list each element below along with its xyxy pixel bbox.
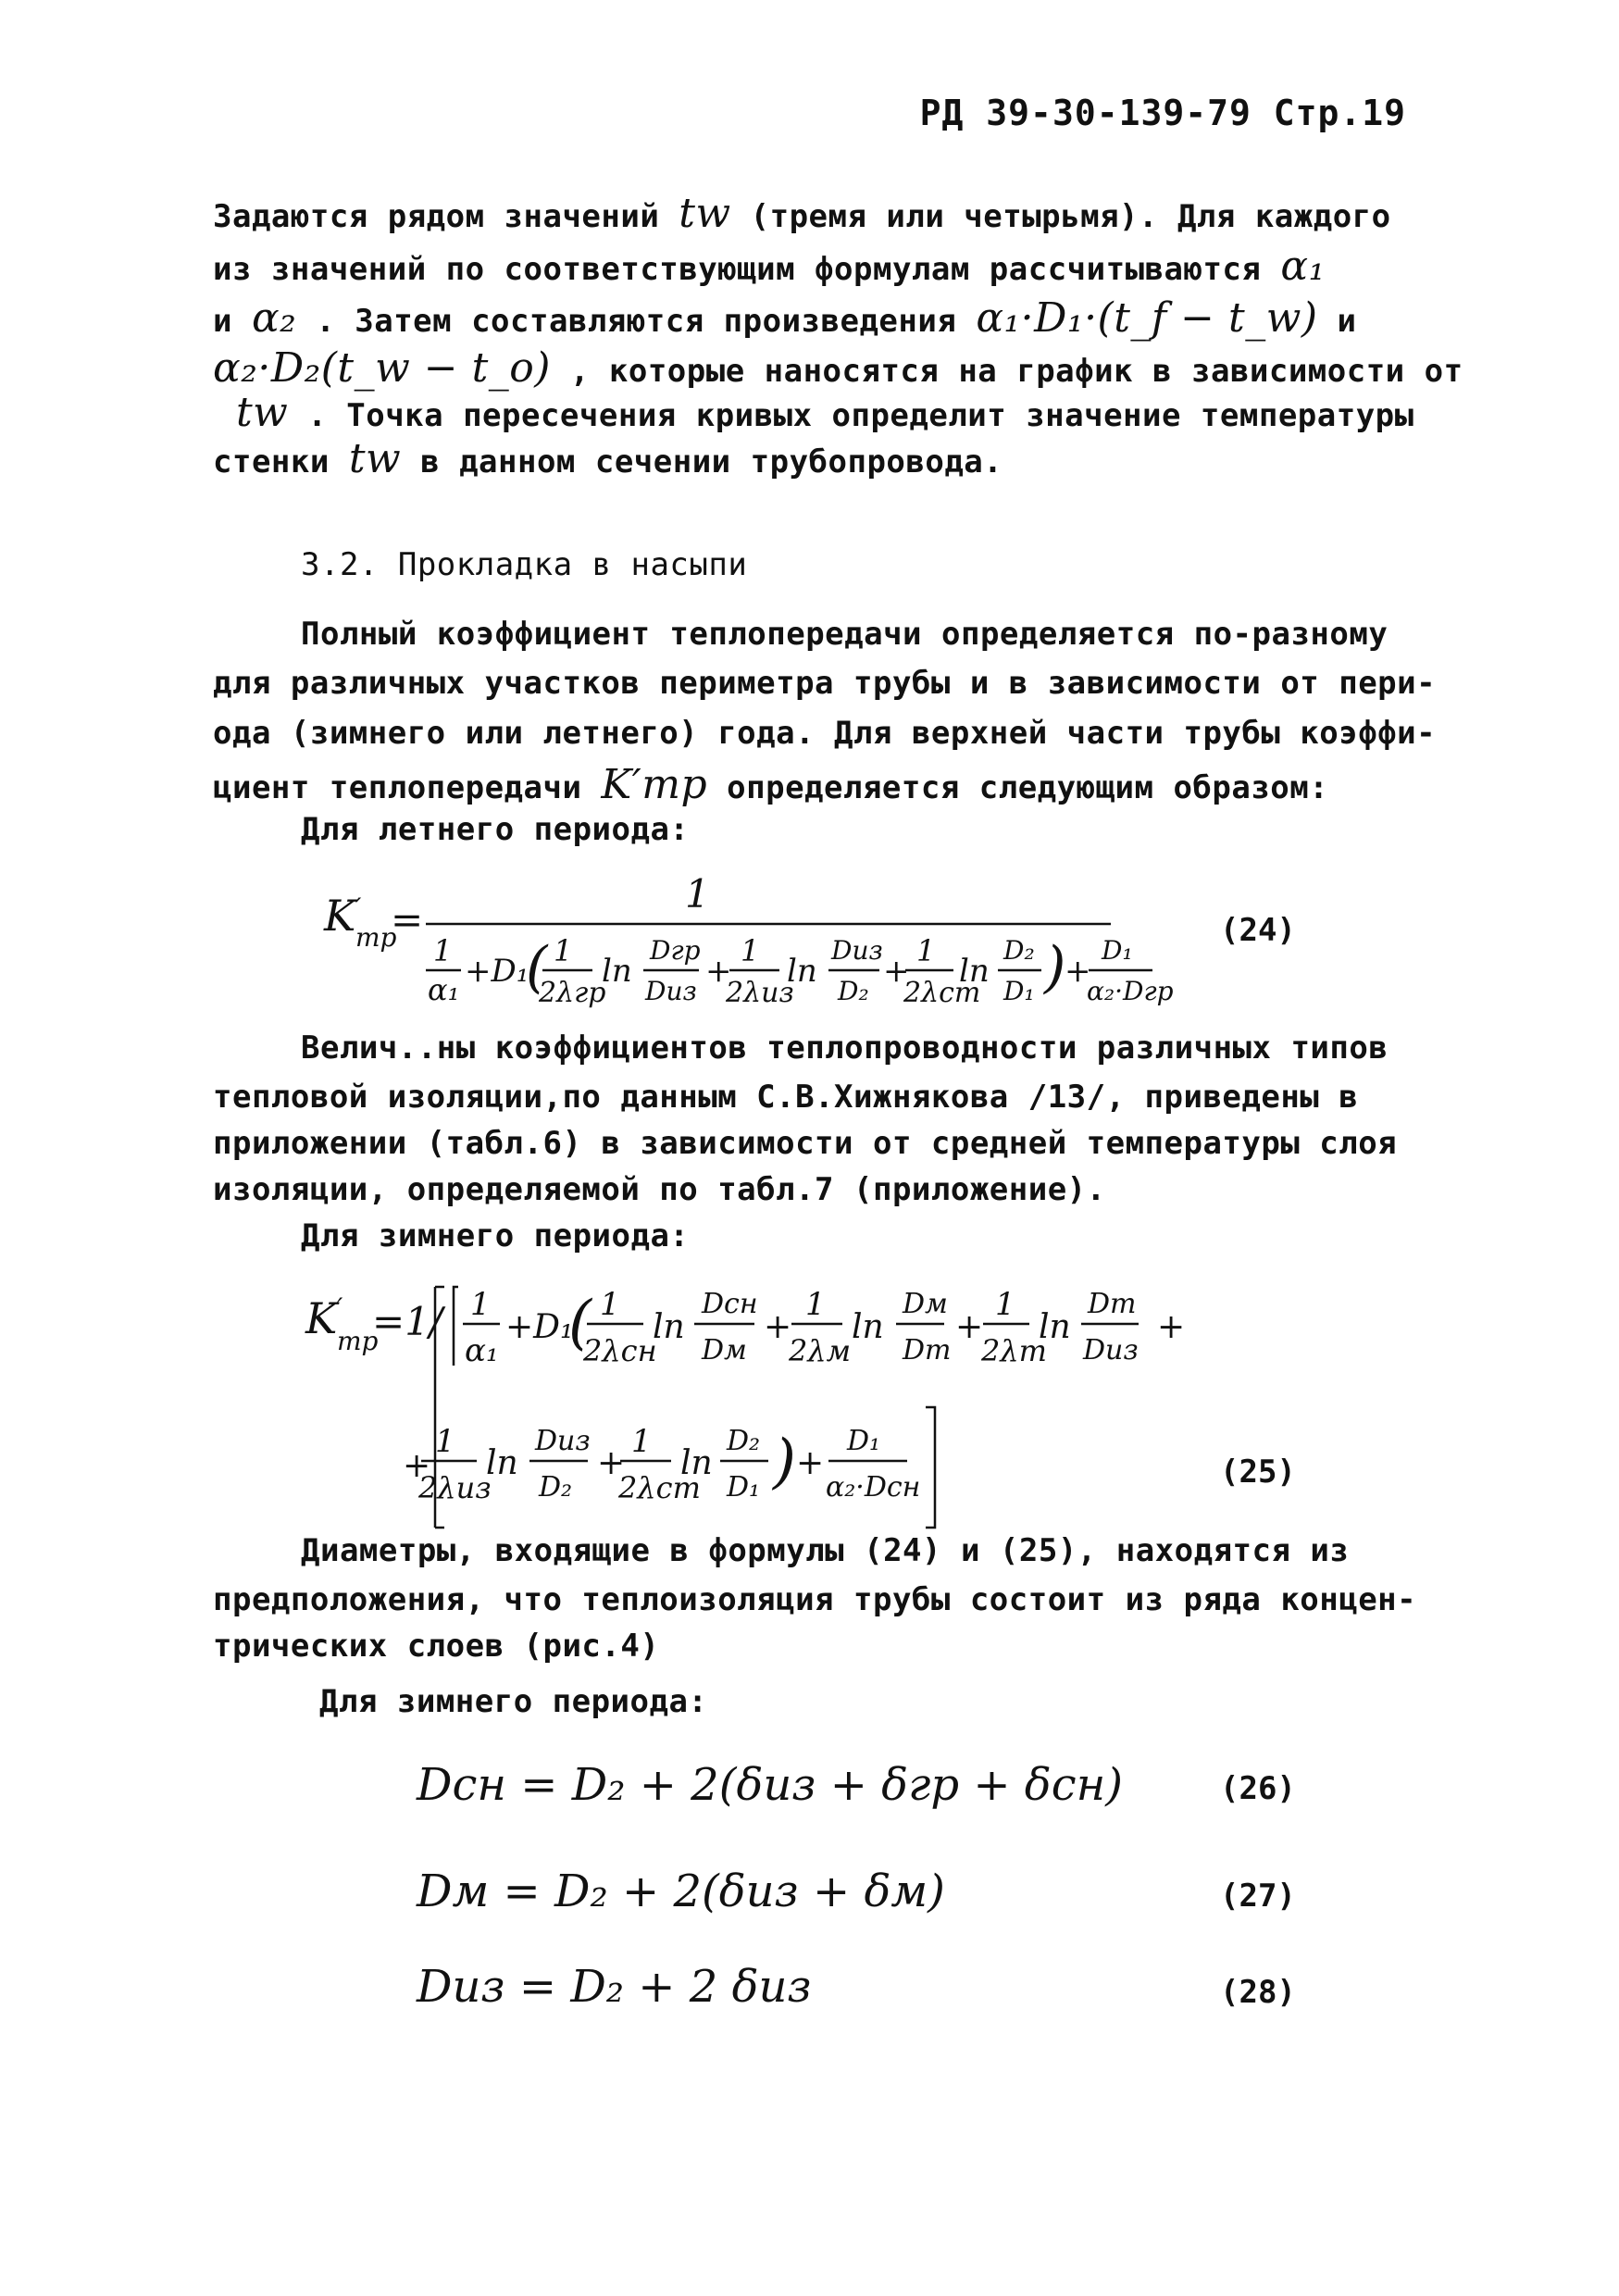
section-heading: 3.2. Прокладка в насыпи: [301, 546, 748, 583]
symbol-alpha1: α₁: [1280, 243, 1326, 290]
para2-line1: Полный коэффициент теплопередачи определяется по-разному: [301, 616, 1389, 653]
text: определяется следующим образом:: [727, 769, 1329, 806]
svg-text:2λт: 2λт: [981, 1333, 1047, 1368]
svg-text:1: 1: [995, 1286, 1015, 1323]
para1-line4: [213, 344, 1463, 392]
text: Задаются рядом значений: [213, 198, 660, 235]
para1-line1: [213, 190, 1391, 237]
svg-text:2λиз: 2λиз: [726, 977, 794, 1009]
svg-text:(: (: [568, 1289, 592, 1357]
para3-line3: приложении (табл.6) в зависимости от средней температуры слоя: [213, 1125, 1398, 1162]
svg-text:′: ′: [337, 1292, 343, 1323]
para2-line3: ода (зимнего или летнего) года. Для верхней части трубы коэффи-: [213, 715, 1437, 752]
svg-text:2λсн: 2λсн: [583, 1333, 657, 1368]
svg-text:Dиз: Dиз: [645, 976, 697, 1006]
svg-text:D₁: D₁: [727, 1471, 761, 1504]
svg-text:тр: тр: [337, 1326, 379, 1356]
svg-text:K: K: [324, 891, 356, 941]
svg-text:1: 1: [470, 1286, 491, 1323]
svg-text:1: 1: [631, 1423, 652, 1460]
text: стенки: [213, 443, 330, 480]
svg-text:D₁: D₁: [1102, 935, 1133, 966]
equation-25-number: (25): [1220, 1454, 1296, 1491]
para4-line4: Для зимнего периода:: [319, 1683, 708, 1720]
text: . Затем составляются произведения: [316, 303, 957, 340]
svg-text:ln: ln: [486, 1444, 518, 1482]
svg-text:D₂: D₂: [727, 1425, 761, 1457]
para1-line5: [236, 389, 1414, 436]
svg-text:=: =: [391, 897, 424, 942]
svg-text:тр: тр: [355, 922, 397, 953]
svg-text:ln: ln: [959, 953, 990, 990]
para4-line3: трических слоев (рис.4): [213, 1628, 660, 1665]
svg-text:ln: ln: [1039, 1308, 1071, 1346]
svg-text:1: 1: [916, 933, 936, 968]
para4-line1: Диаметры, входящие в формулы (24) и (25), находятся из: [301, 1532, 1350, 1569]
svg-text:′: ′: [355, 892, 362, 923]
para2-line2: для различных участков периметра трубы и в зависимости от пери-: [213, 665, 1437, 702]
svg-text:K: K: [305, 1293, 338, 1343]
equation-26: Dсн = D₂ + 2(δиз + δгр + δсн): [417, 1759, 1123, 1811]
para4-line2: предположения, что теплоизоляция трубы состоит из ряда концен-: [213, 1581, 1417, 1618]
text: (тремя или четырьмя). Для каждого: [750, 198, 1391, 235]
svg-text:α₂·Dгр: α₂·Dгр: [1087, 976, 1174, 1006]
svg-text:α₁: α₁: [428, 972, 460, 1007]
text: , которые наносятся на график в зависимости от: [569, 353, 1463, 390]
svg-text:D₂: D₂: [838, 976, 869, 1006]
svg-text:2λгр: 2λгр: [539, 977, 606, 1009]
equation-24: [324, 861, 1250, 1018]
equation-28: Dиз = D₂ + 2 δиз: [417, 1961, 812, 2013]
svg-text:ln: ln: [602, 953, 632, 990]
symbol-product2: α₂·D₂(t_w − t_o): [213, 344, 551, 392]
svg-text:): ): [773, 1428, 796, 1496]
svg-text:(: (: [526, 935, 548, 1000]
svg-text:Dм: Dм: [903, 1288, 948, 1320]
para1-line6: [213, 435, 1003, 482]
svg-text:ln: ln: [852, 1308, 884, 1346]
svg-text:1: 1: [433, 933, 453, 968]
para2-line5: Для летнего периода:: [301, 811, 690, 848]
symbol-tw: tw: [236, 389, 289, 436]
equation-26-number: (26): [1220, 1770, 1296, 1807]
svg-text:+: +: [883, 953, 910, 990]
symbol-ktr: K′тр: [601, 761, 708, 808]
svg-text:+: +: [1065, 953, 1091, 990]
text: . Точка пересечения кривых определит значение температуры: [307, 397, 1414, 434]
svg-text:Dт: Dт: [903, 1334, 952, 1366]
equation-25: [305, 1268, 1277, 1537]
svg-text:1: 1: [685, 871, 710, 917]
text: циент теплопередачи: [213, 769, 582, 806]
svg-text:+: +: [403, 1447, 431, 1485]
text: и: [1337, 303, 1357, 340]
svg-text:D₁: D₁: [1003, 976, 1035, 1006]
text: в данном сечении трубопровода.: [420, 443, 1003, 480]
para3-line4: изоляции, определяемой по табл.7 (приложение).: [213, 1171, 1106, 1208]
equation-28-number: (28): [1220, 1974, 1296, 2011]
svg-text:ln: ln: [680, 1444, 713, 1482]
svg-text:Dсн: Dсн: [702, 1288, 758, 1320]
svg-text:+: +: [796, 1444, 825, 1482]
svg-text:+: +: [955, 1308, 984, 1346]
svg-text:1: 1: [741, 933, 760, 968]
svg-text:α₁: α₁: [465, 1332, 499, 1369]
svg-text:1: 1: [805, 1286, 826, 1323]
symbol-product1: α₁·D₁·(t_f − t_w): [976, 294, 1318, 342]
para3-line2: тепловой изоляции,по данным С.В.Хижнякова /13/, приведены в: [213, 1079, 1359, 1116]
para1-line2: [213, 243, 1326, 290]
svg-text:1: 1: [435, 1423, 455, 1460]
svg-text:+: +: [764, 1308, 792, 1346]
svg-text:Dиз: Dиз: [831, 935, 883, 966]
svg-text:+: +: [597, 1444, 626, 1482]
svg-text:ln: ln: [787, 953, 817, 990]
svg-text:+D₁: +D₁: [505, 1308, 574, 1346]
para2-line4: [213, 761, 1328, 808]
svg-text:ln: ln: [653, 1308, 685, 1346]
svg-text:α₂·Dсн: α₂·Dсн: [826, 1471, 921, 1504]
svg-text:Dиз: Dиз: [535, 1425, 591, 1457]
text: из значений по соответствующим формулам рассчитываются: [213, 251, 1262, 288]
svg-text:+: +: [705, 953, 732, 990]
svg-text:): ): [1044, 935, 1066, 1000]
equation-27-number: (27): [1220, 1878, 1296, 1915]
symbol-tw: tw: [679, 190, 731, 237]
svg-text:1: 1: [600, 1286, 620, 1323]
svg-text:D₂: D₂: [1003, 935, 1035, 966]
para3-line5: Для зимнего периода:: [301, 1217, 690, 1254]
svg-text:Dгр: Dгр: [650, 935, 701, 966]
symbol-alpha2: α₂: [251, 294, 297, 342]
svg-text:2λст: 2λст: [618, 1470, 701, 1505]
svg-text:Dиз: Dиз: [1083, 1334, 1139, 1366]
svg-text:=1/: =1/: [372, 1299, 443, 1344]
svg-text:+: +: [1157, 1308, 1186, 1346]
text: и: [213, 303, 232, 340]
para3-line1: Велич..ны коэффициентов теплопроводности различных типов: [301, 1029, 1389, 1067]
svg-text:2λм: 2λм: [789, 1333, 852, 1368]
svg-text:D₁: D₁: [847, 1425, 881, 1457]
symbol-tw: tw: [348, 435, 402, 482]
svg-text:+D₁: +D₁: [465, 953, 529, 990]
svg-text:D₂: D₂: [539, 1471, 573, 1504]
svg-text:Dт: Dт: [1088, 1288, 1137, 1320]
svg-text:1: 1: [554, 933, 573, 968]
equation-24-number: (24): [1220, 912, 1296, 949]
svg-text:Dм: Dм: [702, 1334, 747, 1366]
svg-text:2λст: 2λст: [903, 977, 981, 1009]
page-header: РД 39-30-139-79 Стр.19: [919, 93, 1406, 133]
equation-27: Dм = D₂ + 2(δиз + δм): [417, 1866, 945, 1917]
svg-text:2λиз: 2λиз: [418, 1470, 492, 1505]
para1-line3: [213, 294, 1357, 342]
